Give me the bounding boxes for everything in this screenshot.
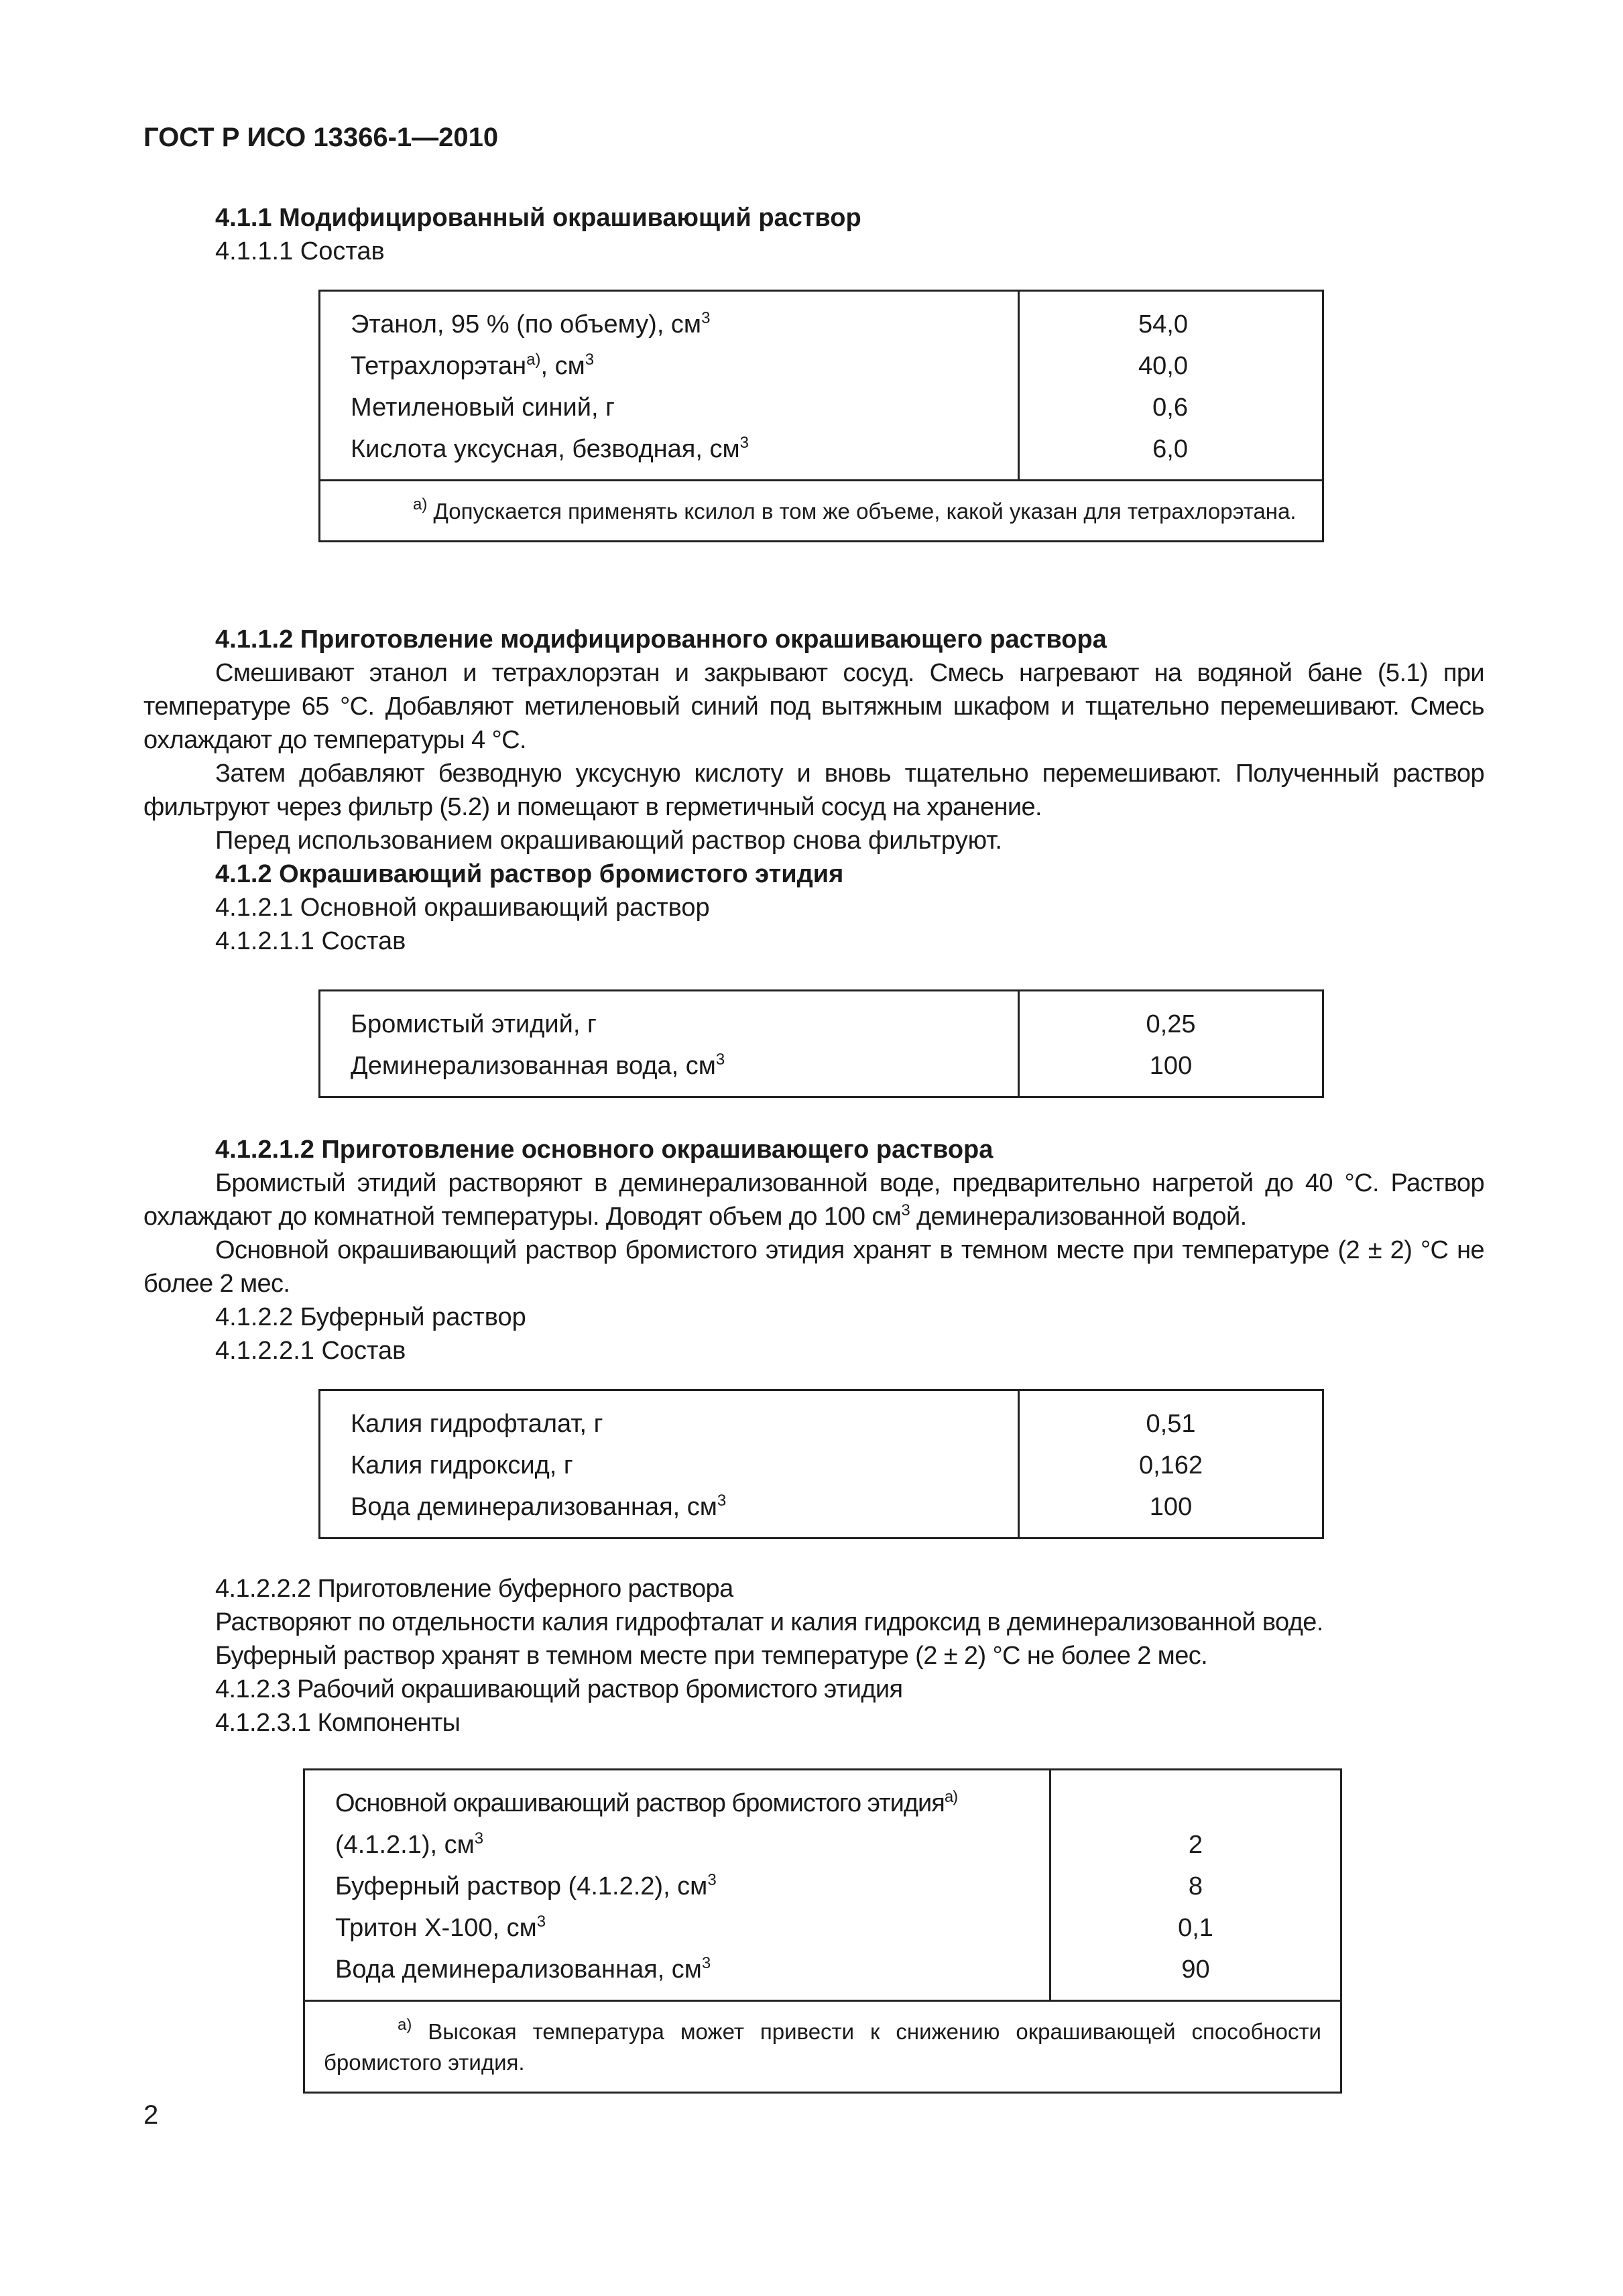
subsection-label: 4.1.2.2.1 Состав — [215, 1337, 406, 1365]
table-footnote: $^{а)}$ Допускается применять ксилол в том же объеме, какой указан для тетрахлорэтана. — [320, 481, 1323, 542]
paragraph: Перед использованием окрашивающий раствор снова фильтруют. — [215, 827, 1002, 855]
section-4-1-2-1-2 — [143, 1133, 1484, 1368]
table-footnote: $^{а)}$ Высокая температура может привести к снижению окрашивающей способности бромистого этидия. — [304, 2001, 1341, 2093]
composition-table-2 — [318, 989, 1324, 1098]
subsection-label: 4.1.2.3.1 Компоненты — [215, 1709, 461, 1737]
paragraph: Буферный раствор хранят в темном месте при температуре (2 ± 2) °С не более 2 мес. — [215, 1642, 1208, 1670]
composition-table-1 — [318, 290, 1324, 542]
subsection-label: 4.1.2.1 Основной окрашивающий раствор — [215, 894, 710, 922]
section-4-1-1 — [143, 201, 1484, 268]
paragraph: Растворяют по отдельности калия гидрофталат и калия гидроксид в деминерализованной воде. — [215, 1608, 1323, 1636]
document-header: ГОСТ Р ИСО 13366-1—2010 — [143, 123, 499, 152]
page-number: 2 — [143, 2100, 159, 2130]
subsection-label: 4.1.1.1 Состав — [215, 237, 385, 265]
paragraph: Бромистый этидий растворяют в деминерализованной воде, предварительно нагретой до 40 °С. Раствор охлаждают до комнатной температуры. Доводят объем до 100 $см^3$ деминерализованной водой. — [143, 1169, 1484, 1231]
subsection-label: 4.1.2.1.1 Состав — [215, 927, 406, 955]
table-row: Калия гидрофталат, г Калия гидроксид, г Вода деминерализованная, $см^3$ 0,51 0,162 100 — [320, 1390, 1323, 1538]
table-footnote-row — [304, 2001, 1341, 2093]
table-row: Этанол, 95 % (по объему), $см^3$ Тетрахлорэтан$^{а)}$, $см^3$ Метиленовый синий, г Кислота уксусная, безводная, $см^3$ 54,0 40,0 0,6 6,0 — [320, 291, 1323, 481]
section-heading: 4.1.1.2 Приготовление модифицированного окрашивающего раствора — [215, 625, 1107, 654]
composition-table-4 — [303, 1768, 1342, 2094]
section-4-1-2-2-2 — [143, 1572, 1556, 1740]
subsection-label: 4.1.2.2.2 Приготовление буферного раствора — [215, 1575, 733, 1603]
paragraph: Основной окрашивающий раствор бромистого этидия хранят в темном месте при температуре (2 ± 2) °С не более 2 мес. — [143, 1236, 1484, 1298]
paragraph: Смешивают этанол и тетрахлорэтан и закрывают сосуд. Смесь нагревают на водяной бане (5.1) при температуре 65 °С. Добавляют метиленовый синий под вытяжным шкафом и тщательно перемешивают. Смесь охлаждают до температуры 4 °С. — [143, 659, 1484, 754]
composition-table-3 — [318, 1389, 1324, 1539]
section-heading: 4.1.1 Модифицированный окрашивающий раствор — [215, 204, 861, 232]
table-row: Основной окрашивающий раствор бромистого этидия$^{а)}$ (4.1.2.1), $см^3$ Буферный раствор (4.1.2.2), $см^3$ Тритон Х-100, $см^3$ Вода деминерализованная, $см^3$ 2 8 0,1 90 — [304, 1770, 1341, 2001]
paragraph: Затем добавляют безводную уксусную кислоту и вновь тщательно перемешивают. Полученный раствор фильтруют через фильтр (5.2) и помещают в герметичный сосуд на хранение. — [143, 760, 1484, 821]
table-footnote-row — [320, 481, 1323, 542]
subsection-label: 4.1.2.3 Рабочий окрашивающий раствор бромистого этидия — [215, 1675, 903, 1703]
section-4-1-1-2 — [143, 623, 1484, 958]
section-heading: 4.1.2.1.2 Приготовление основного окрашивающего раствора — [215, 1136, 994, 1164]
subsection-label: 4.1.2.2 Буферный раствор — [215, 1303, 526, 1331]
section-heading: 4.1.2 Окрашивающий раствор бромистого этидия — [215, 860, 844, 888]
table-row: Бромистый этидий, г Деминерализованная вода, $см^3$ 0,25 100 — [320, 991, 1323, 1097]
